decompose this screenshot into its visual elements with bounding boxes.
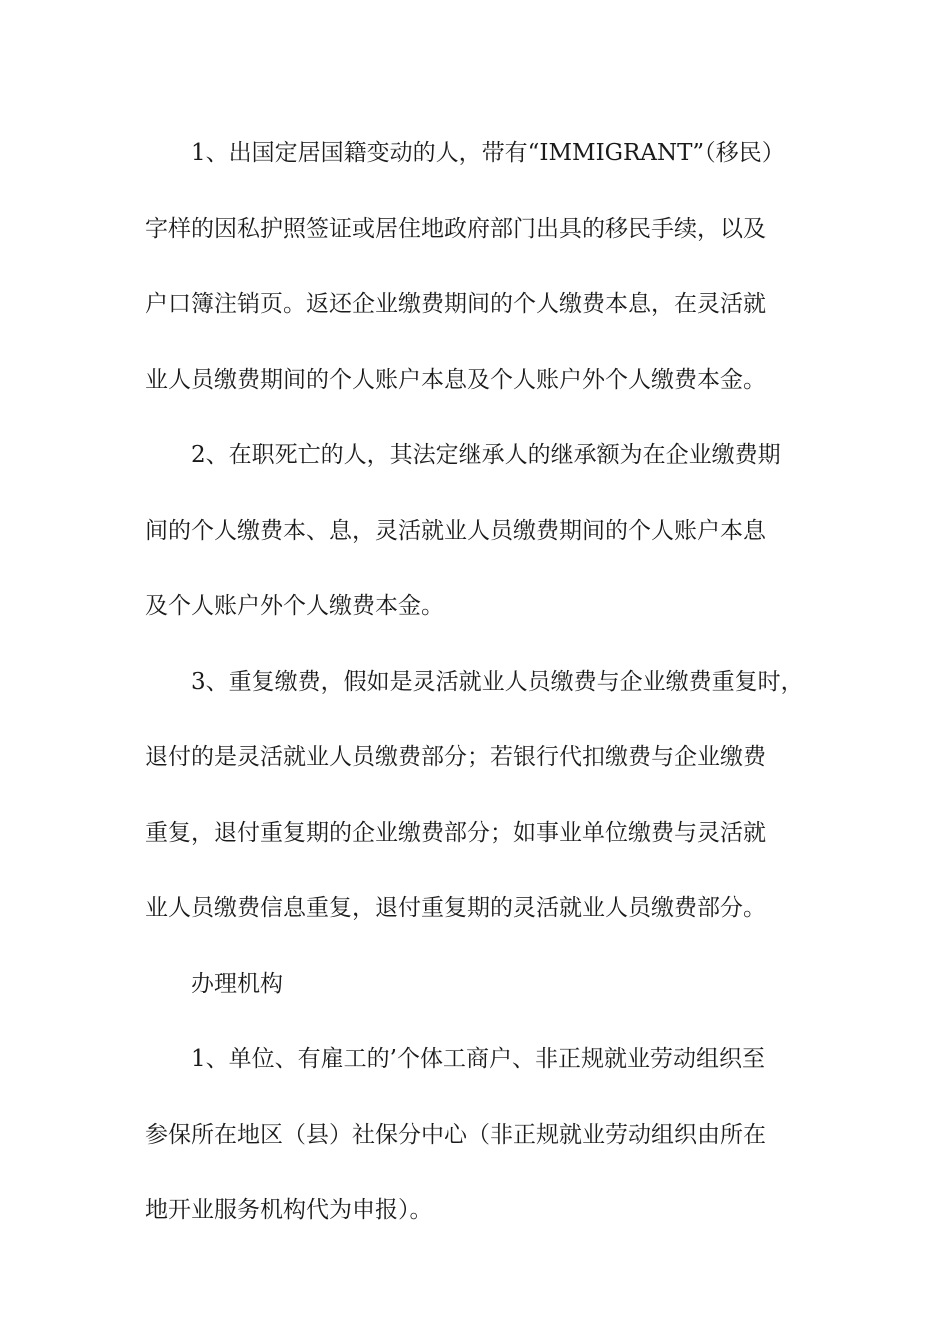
paragraph-3-line-3: 重复，退付重复期的企业缴费部分；如事业单位缴费与灵活就 [145, 819, 766, 846]
paragraph-2-line-2: 间的个人缴费本、息，灵活就业人员缴费期间的个人账户本息 [145, 517, 766, 544]
paragraph-2-line-3: 及个人账户外个人缴费本金。 [145, 593, 444, 619]
paragraph-1-line-3: 户口簿注销页。返还企业缴费期间的个人缴费本息，在灵活就 [145, 291, 766, 317]
document-body [145, 131, 809, 1264]
paragraph-1-line-2: 字样的因私护照签证或居住地政府部门出具的移民手续，以及 [145, 215, 766, 242]
paragraph-3-line-4: 业人员缴费信息重复，退付重复期的灵活就业人员缴费部分。 [145, 895, 766, 921]
paragraph-4-line-3: 地开业服务机构代为申报）。 [145, 1197, 433, 1223]
paragraph-1-line-4: 业人员缴费期间的个人账户本息及个人账户外个人缴费本金。 [145, 366, 766, 393]
paragraph-2-line-1: 2、在职死亡的人，其法定继承人的继承额为在企业缴费期 [191, 442, 781, 468]
paragraph-3-line-1: 3、重复缴费，假如是灵活就业人员缴费与企业缴费重复时， [191, 668, 804, 695]
section-heading: 办理机构 [191, 970, 283, 997]
paragraph-4-line-1: 1、单位、有雇工的’个体工商户、非正规就业劳动组织至 [191, 1046, 765, 1072]
paragraph-1-line-1: 1、出国定居国籍变动的人，带有“IMMIGRANT”（移民） [191, 140, 785, 166]
paragraph-4-line-2: 参保所在地区（县）社保分中心（非正规就业劳动组织由所在 [145, 1121, 766, 1148]
paragraph-3-line-2: 退付的是灵活就业人员缴费部分；若银行代扣缴费与企业缴费 [145, 744, 766, 770]
